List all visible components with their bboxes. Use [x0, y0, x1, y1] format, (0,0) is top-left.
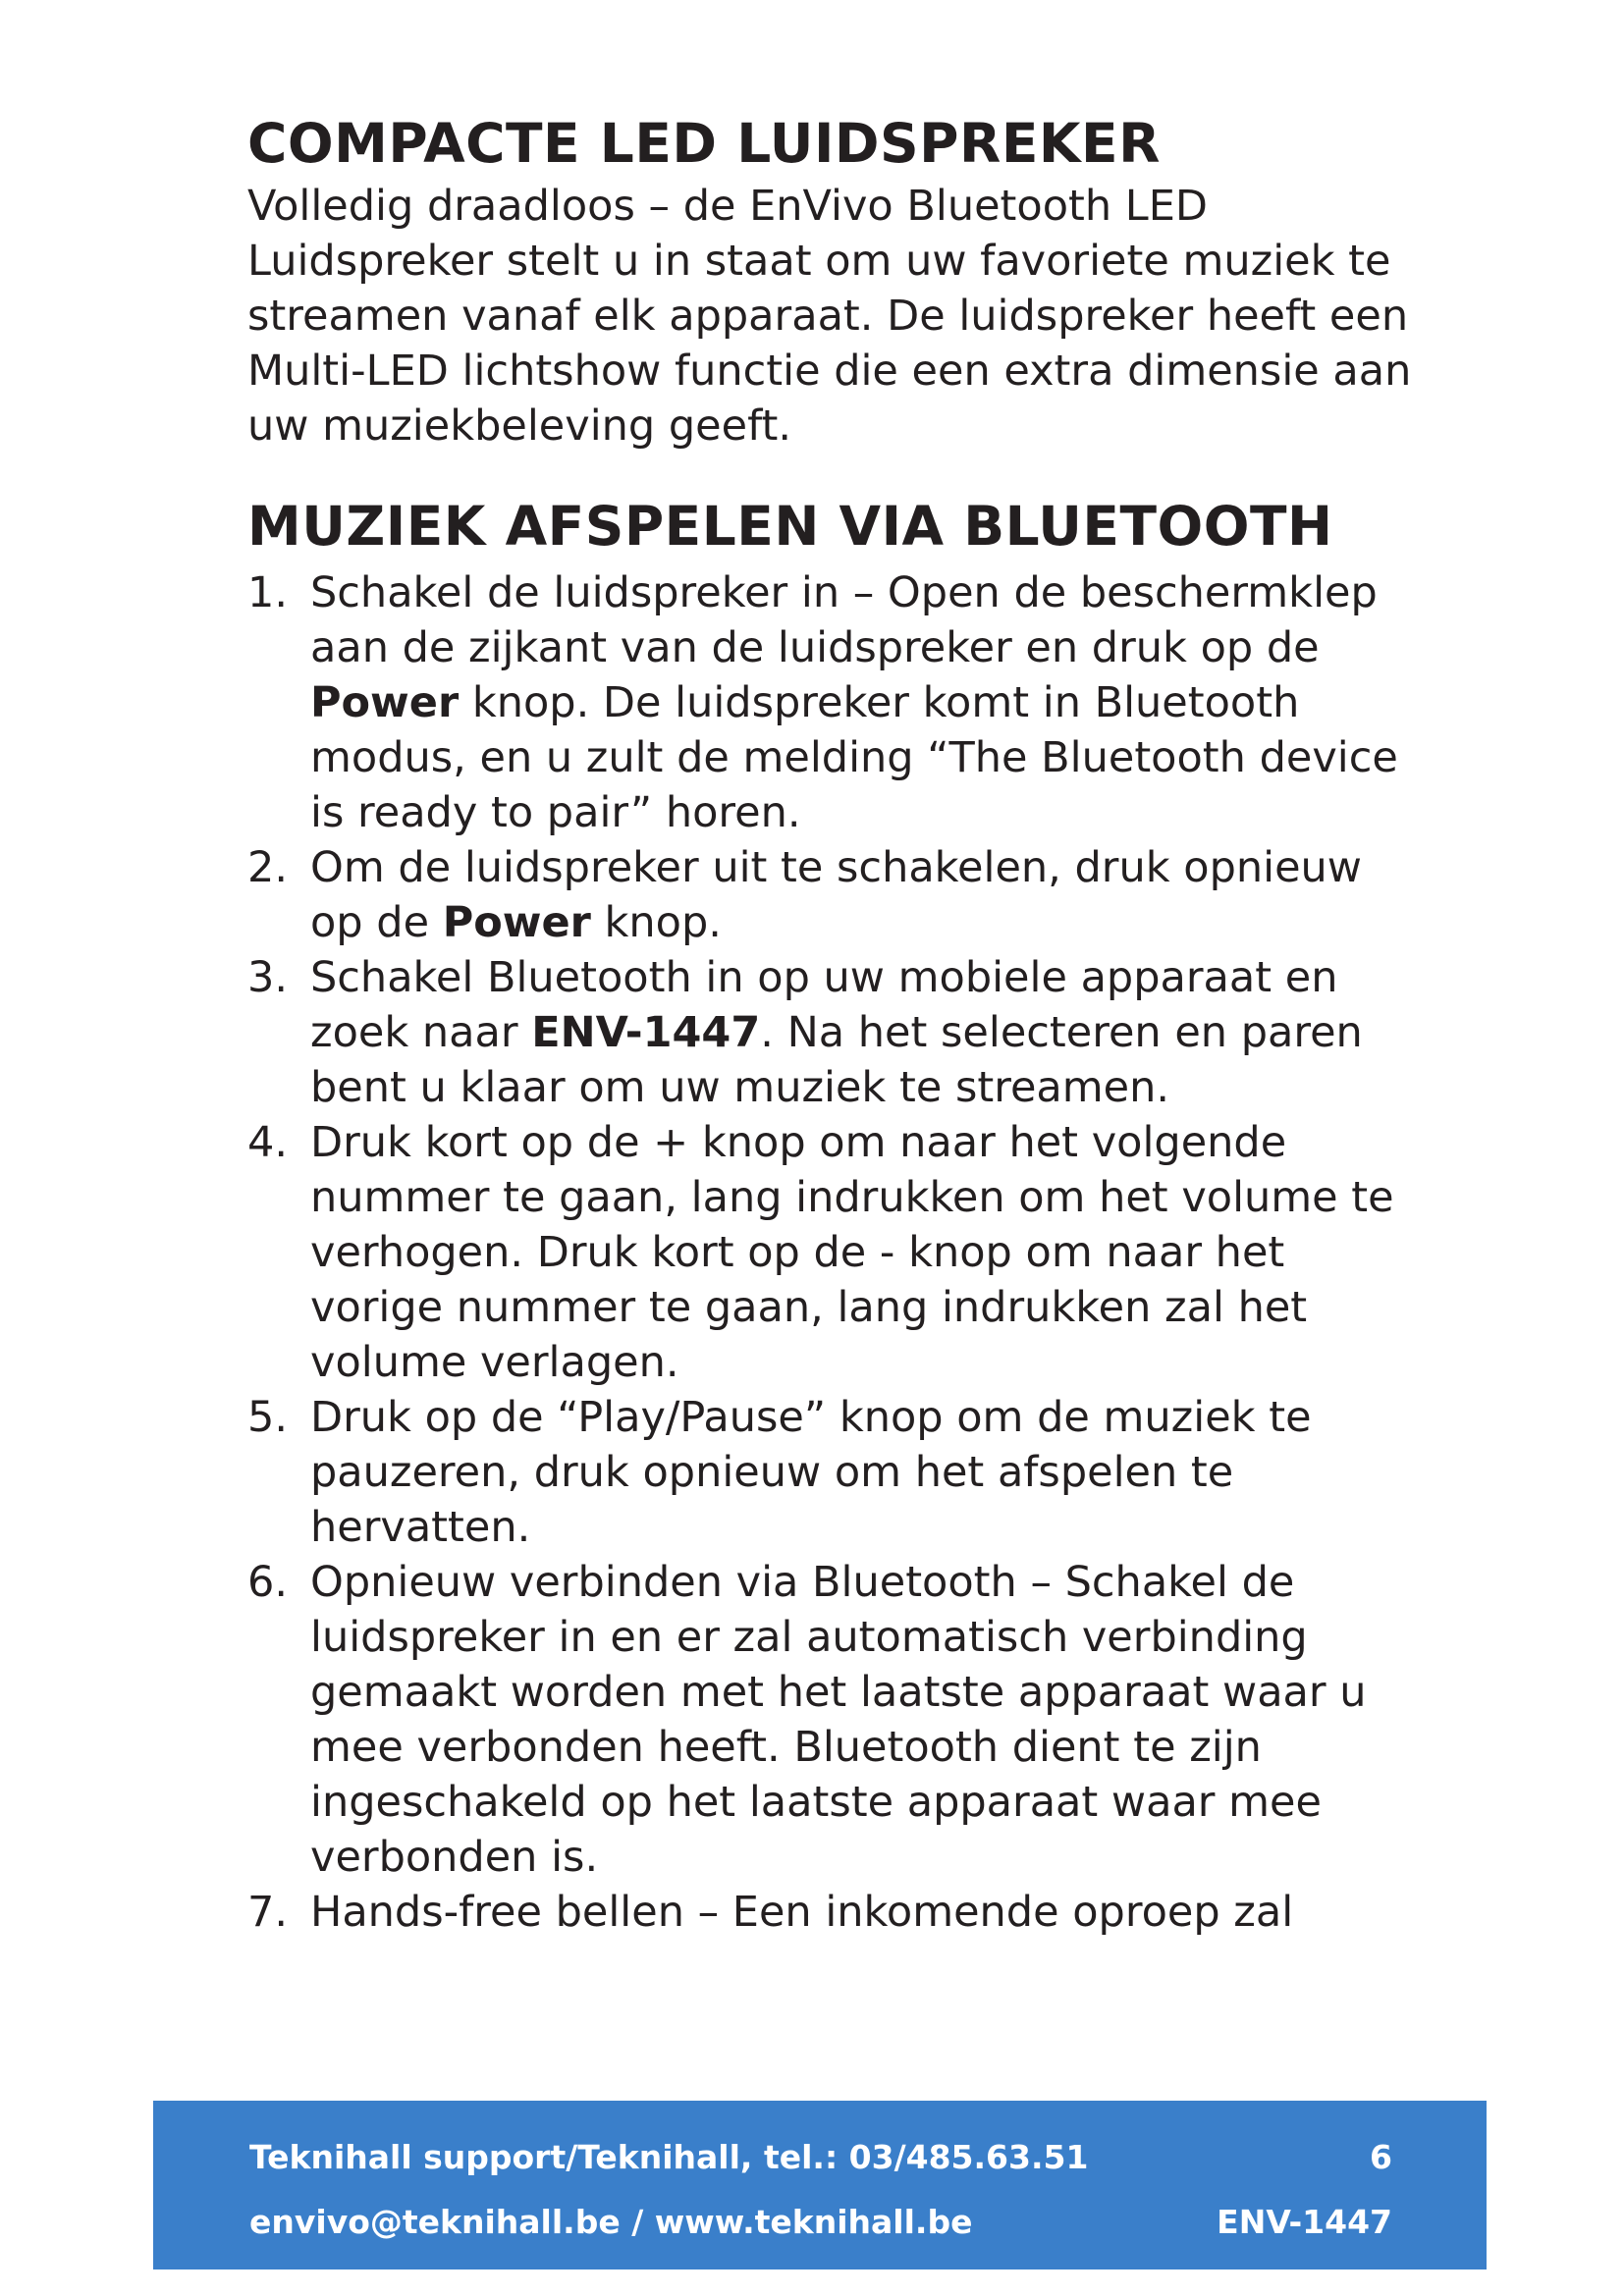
step-bold-text: Power: [442, 898, 591, 947]
email-website: envivo@teknihall.be / www.teknihall.be: [249, 2203, 973, 2241]
step-text-after: knop.: [590, 898, 722, 947]
step-text: Druk op de “Play/Pause” knop om de muziek te pauzeren, druk opnieuw om het afspelen te hervatten.: [310, 1393, 1312, 1552]
model-number: ENV-1447: [1217, 2203, 1392, 2241]
footer-row-support: [249, 2138, 1392, 2177]
page-number: 6: [1370, 2138, 1392, 2176]
step-number: 2.: [247, 843, 289, 892]
page-content: [247, 110, 1426, 1940]
step-item: [247, 1885, 1426, 1940]
step-text: Schakel Bluetooth in op uw mobiele apparaat en zoek naar: [310, 953, 1338, 1057]
steps-list: [247, 565, 1426, 1940]
step-number: 6.: [247, 1558, 289, 1607]
step-item: [247, 1115, 1426, 1390]
step-number: 4.: [247, 1118, 289, 1167]
section-title-bluetooth-playback: MUZIEK AFSPELEN VIA BLUETOOTH: [247, 495, 1333, 558]
step-text-after: . Na het selecteren en paren bent u klaar om uw muziek te streamen.: [310, 1008, 1363, 1112]
support-contact: Teknihall support/Teknihall, tel.: 03/485.63.51: [249, 2138, 1089, 2176]
step-bold-text: ENV-1447: [531, 1008, 761, 1057]
step-item: [247, 1390, 1426, 1555]
step-text: Schakel de luidspreker in – Open de beschermklep aan de zijkant van de luidspreker en druk op de: [310, 568, 1378, 672]
step-number: 3.: [247, 953, 289, 1002]
step-item: [247, 950, 1426, 1115]
step-item: [247, 565, 1426, 840]
section-title-compact-led-speaker: COMPACTE LED LUIDSPREKER: [247, 112, 1161, 175]
intro-paragraph: Volledig draadloos – de EnVivo Bluetooth LED Luidspreker stelt u in staat om uw favoriete muziek te streamen vanaf elk apparaat. De luidspreker heeft een Multi-LED lichtshow functie die een extra dimensie aan uw muziekbeleving geeft.: [247, 182, 1412, 451]
step-number: 5.: [247, 1393, 289, 1442]
step-number: 1.: [247, 568, 289, 617]
step-item: [247, 840, 1426, 950]
step-item: [247, 1555, 1426, 1885]
step-bold-text: Power: [310, 678, 460, 727]
step-text-after: knop. De luidspreker komt in Bluetooth modus, en u zult de melding “The Bluetooth device is ready to pair” horen.: [310, 678, 1398, 837]
footer-bar: [153, 2101, 1487, 2269]
footer-row-contact: [249, 2203, 1392, 2242]
step-number: 7.: [247, 1888, 289, 1937]
step-text: Hands-free bellen – Een inkomende oproep zal: [310, 1888, 1294, 1937]
step-text: Druk kort op de + knop om naar het volgende nummer te gaan, lang indrukken om het volume te verhogen. Druk kort op de - knop om naar het vorige nummer te gaan, lang indrukken zal het volume verlagen.: [310, 1118, 1394, 1387]
step-text: Om de luidspreker uit te schakelen, druk opnieuw op de: [310, 843, 1362, 947]
step-text: Opnieuw verbinden via Bluetooth – Schakel de luidspreker in en er zal automatisch verbinding gemaakt worden met het laatste apparaat waar u mee verbonden heeft. Bluetooth dient te zijn ingeschakeld op het laatste apparaat waar mee verbonden is.: [310, 1558, 1367, 1882]
